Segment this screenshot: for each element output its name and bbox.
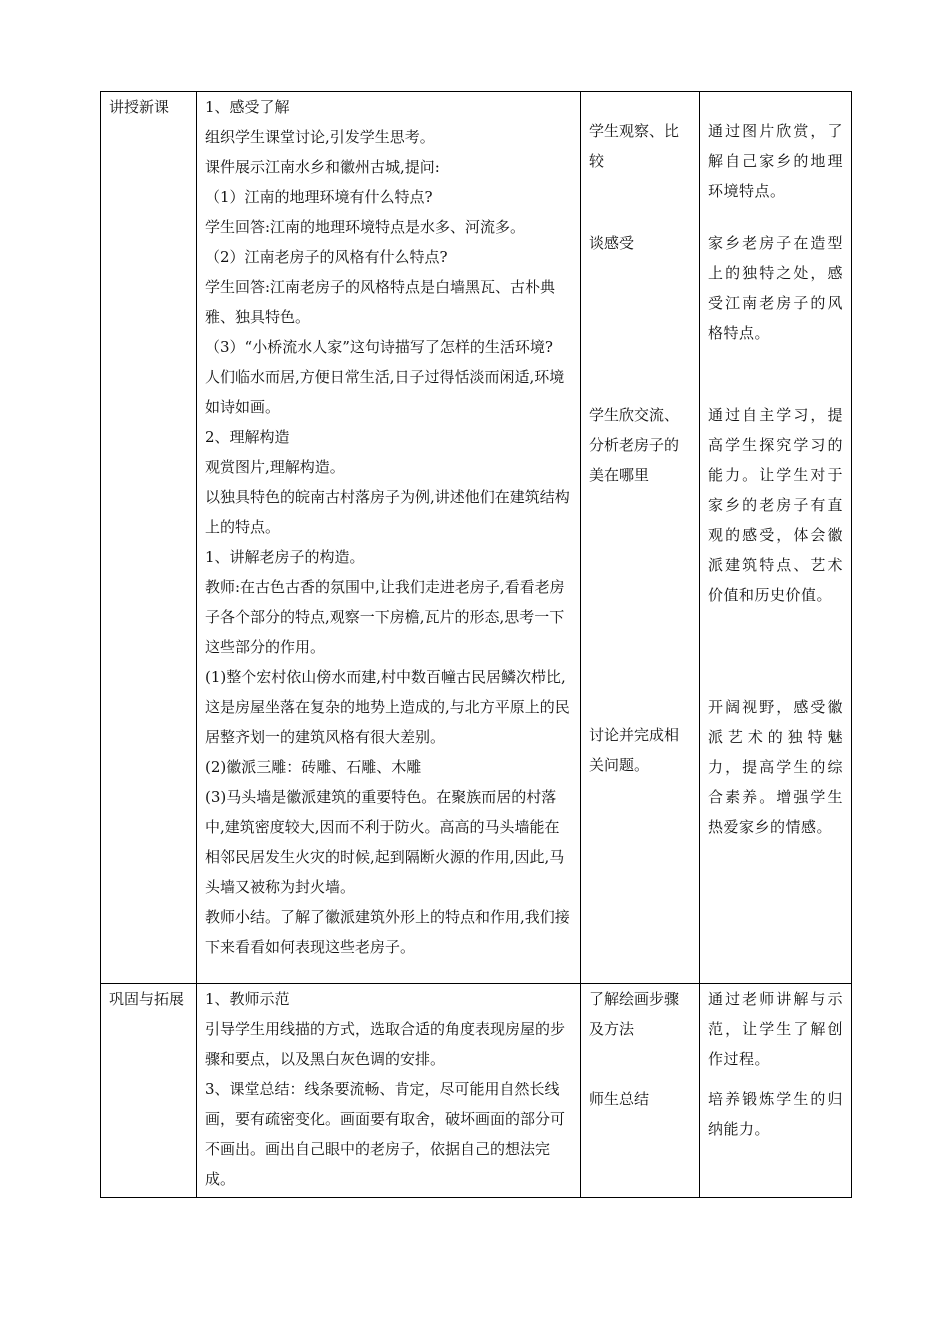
design-purpose-cell (700, 984, 852, 1198)
content-line: (3)马头墙是徽派建筑的重要特色。在聚族而居的村落中,建筑密度较大,因而不利于防火。高高的马头墙能在相邻民居发生火灾的时候,起到隔断火源的作用,因此,马头墙又被称为封火墙。 (205, 788, 565, 896)
content-line: 1、教师示范 (205, 990, 290, 1008)
content-line: 学生回答:江南的地理环境特点是水多、河流多。 (205, 218, 526, 236)
content-line: （1）江南的地理环境有什么特点? (205, 188, 433, 206)
content-line: 3、课堂总结：线条要流畅、肯定，尽可能用自然长线画，要有疏密变化。画面要有取舍，破坏画面的部分可不画出。画出自己眼中的老房子，依据自己的想法完成。 (205, 1080, 566, 1188)
content-line: 观赏图片,理解构造。 (205, 458, 345, 476)
student-activity: 学生观察、比较 (589, 122, 680, 170)
content-line: 教师小结。了解了徽派建筑外形上的特点和作用,我们接下来看看如何表现这些老房子。 (205, 908, 570, 956)
student-activity-cell (581, 984, 700, 1198)
student-activity-cell (581, 92, 700, 984)
student-activity: 学生欣交流、分析老房子的美在哪里 (589, 406, 680, 484)
content-line: (1)整个宏村依山傍水而建,村中数百幢古民居鳞次栉比,这是房屋坐落在复杂的地势上造成的,与北方平原上的民居整齐划一的建筑风格有很大差别。 (205, 668, 570, 746)
content-line: 组织学生课堂讨论,引发学生思考。 (205, 128, 435, 146)
content-line: 1、讲解老房子的构造。 (205, 548, 365, 566)
content-line: 2、理解构造 (205, 428, 290, 446)
content-line: 学生回答:江南老房子的风格特点是白墙黑瓦、古朴典雅、独具特色。 (205, 278, 556, 326)
stage-label: 讲授新课 (101, 92, 197, 984)
content-line: （2）江南老房子的风格有什么特点? (205, 248, 448, 266)
design-purpose-cell (700, 92, 852, 984)
student-activity: 讨论并完成相关问题。 (589, 726, 680, 774)
lesson-plan-table (100, 91, 852, 1198)
content-line: 人们临水而居,方便日常生活,日子过得恬淡而闲适,环境如诗如画。 (205, 368, 565, 416)
content-line: （3）“小桥流水人家”这句诗描写了怎样的生活环境? (205, 338, 553, 356)
design-purpose: 家乡老房子在造型上的独特之处，感受江南老房子的风格特点。 (708, 234, 843, 342)
teaching-content-cell (197, 92, 581, 984)
table-row (101, 984, 852, 1198)
content-line: 教师:在古色古香的氛围中,让我们走进老房子,看看老房子各个部分的特点,观察一下房檐,瓦片的形态,思考一下这些部分的作用。 (205, 578, 565, 656)
design-purpose: 通过自主学习，提高学生探究学习的能力。让学生对于家乡的老房子有直观的感受，体会徽派建筑特点、艺术价值和历史价值。 (708, 406, 843, 604)
content-line: 引导学生用线描的方式，选取合适的角度表现房屋的步骤和要点，以及黑白灰色调的安排。 (205, 1020, 566, 1068)
content-line: 1、感受了解 (205, 98, 290, 116)
design-purpose: 通过老师讲解与示范，让学生了解创作过程。 (708, 990, 843, 1068)
student-activity: 师生总结 (589, 1090, 650, 1108)
student-activity: 了解绘画步骤及方法 (589, 990, 680, 1038)
content-line: (2)徽派三雕：砖雕、石雕、木雕 (205, 758, 422, 776)
design-purpose: 开阔视野，感受徽派艺术的独特魅力，提高学生的综合素养。增强学生热爱家乡的情感。 (708, 698, 843, 836)
design-purpose: 通过图片欣赏，了解自己家乡的地理环境特点。 (708, 122, 843, 200)
content-line: 课件展示江南水乡和徽州古城,提问: (205, 158, 440, 176)
stage-label: 巩固与拓展 (101, 984, 197, 1198)
design-purpose: 培养锻炼学生的归纳能力。 (708, 1090, 843, 1138)
student-activity: 谈感受 (589, 234, 635, 252)
content-line: 以独具特色的皖南古村落房子为例,讲述他们在建筑结构上的特点。 (205, 488, 570, 536)
teaching-content-cell (197, 984, 581, 1198)
table-row (101, 92, 852, 984)
